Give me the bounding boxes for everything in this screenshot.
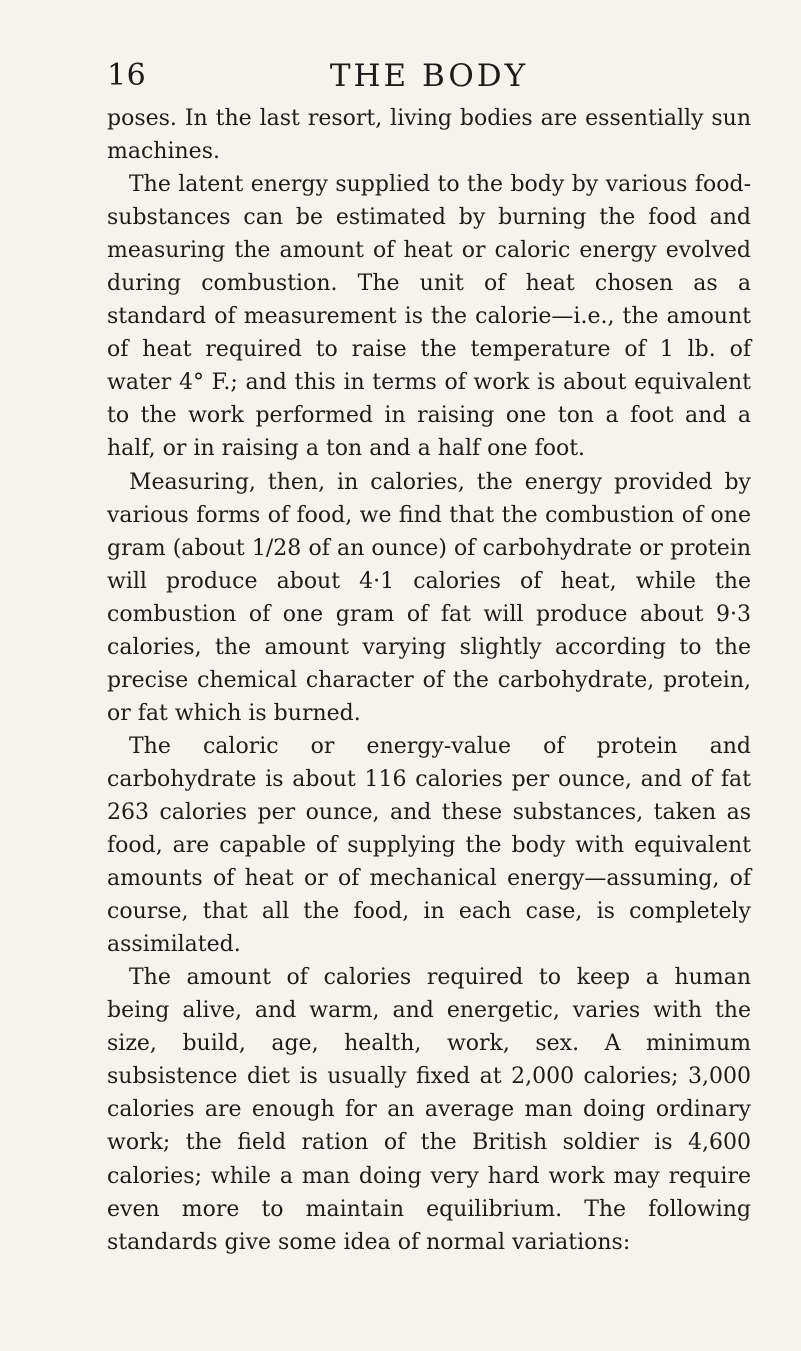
- paragraph-energy-value: The caloric or energy-value of protein and carbohydrate is about 116 calories per ounce, and of fat 263 calories per ounce, and these substances, taken as food, are capable of supplying the body with equivalent amounts of heat or of mechanical energy—assuming, of course, that all the food, in each case, is completely assimilated.: [107, 733, 751, 958]
- paragraph-latent-energy: The latent energy supplied to the body by various food-substances can be estimated by burning the food and measuring the amount of heat or caloric energy evolved during combustion. The unit of heat chosen as a standard of measurement is the calorie—i.e., the amount of heat required to raise the temperature of 1 lb. of water 4° F.; and this in terms of work is about equivalent to the work performed in raising one ton a foot and a half, or in raising a ton and a half one foot.: [107, 172, 751, 462]
- page-number: 16: [107, 58, 147, 93]
- body-text: [107, 102, 751, 1259]
- paragraph-measuring-calories: Measuring, then, in calories, the energy provided by various forms of food, we find that the combustion of one gram (about 1/28 of an ounce) of carbohydrate or protein will produce about 4·1 calories of heat, while the combustion of one gram of fat will produce about 9·3 calories, the amount varying slightly according to the precise chemical character of the carbohydrate, protein, or fat which is burned.: [107, 469, 751, 726]
- running-head: [107, 58, 751, 98]
- running-title: THE BODY: [329, 58, 529, 94]
- paragraph-calorie-requirements: The amount of calories required to keep a human being alive, and warm, and energetic, varies with the size, build, age, health, work, sex. A minimum subsistence diet is usually fixed at 2,000 calories; 3,000 calories are enough for an average man doing ordinary work; the field ration of the British soldier is 4,600 calories; while a man doing very hard work may require even more to maintain equilibrium. The following standards give some idea of normal variations:: [107, 965, 751, 1255]
- paragraph-continuation: poses. In the last resort, living bodies are essentially sun machines.: [107, 106, 751, 165]
